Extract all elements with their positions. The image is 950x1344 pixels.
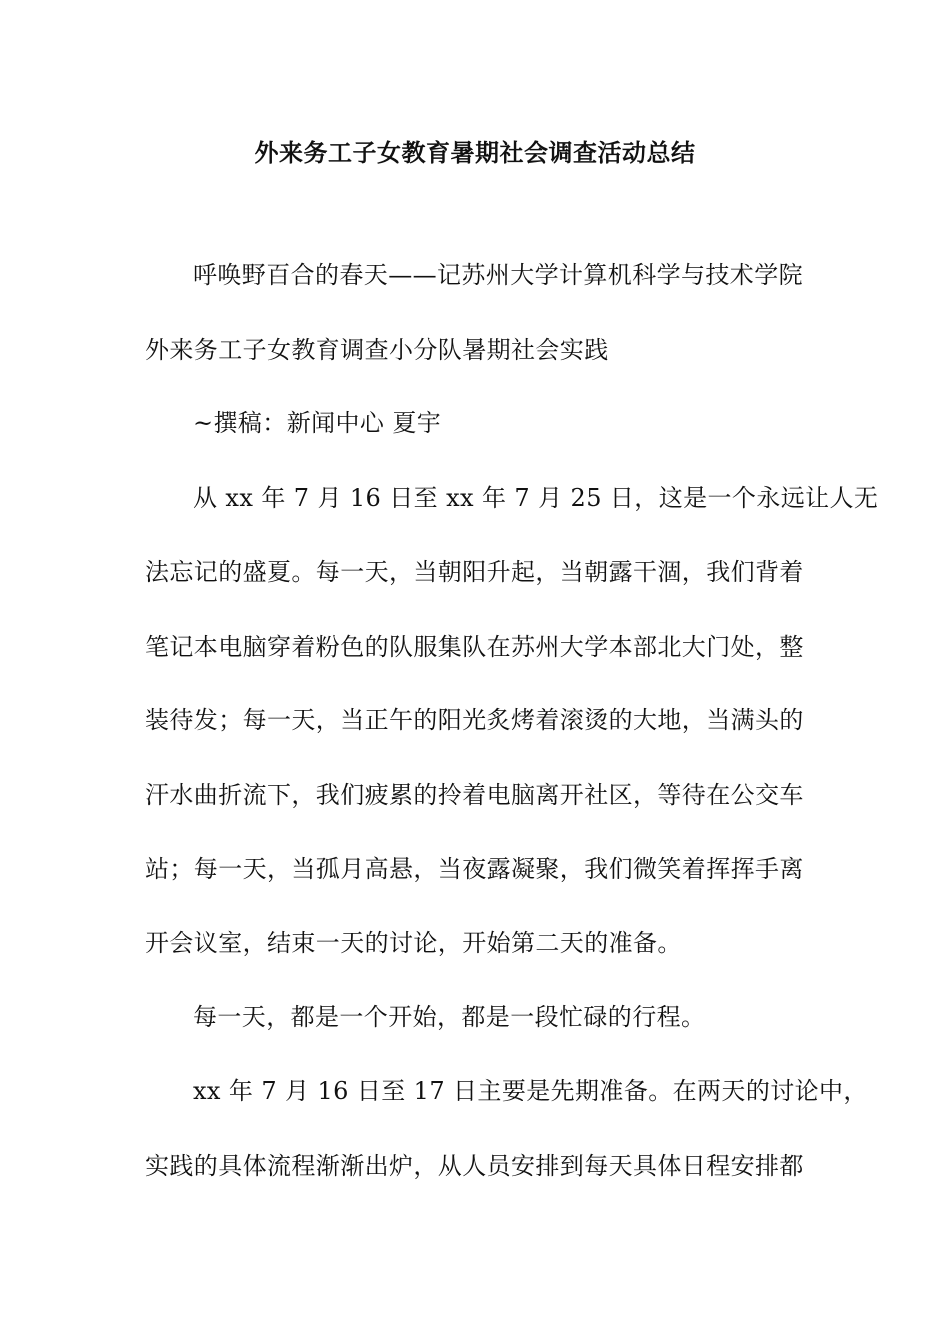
paragraph-3-line-1: xx 年 7 月 16 日至 17 日主要是先期准备。在两天的讨论中， xyxy=(193,1077,868,1105)
paragraph-1-line-7: 开会议室，结束一天的讨论，开始第二天的准备。 xyxy=(145,929,682,957)
subtitle-line-2: 外来务工子女教育调查小分队暑期社会实践 xyxy=(145,336,609,364)
paragraph-2-line-1: 每一天，都是一个开始，都是一段忙碌的行程。 xyxy=(193,1003,706,1031)
paragraph-1-line-1: 从 xx 年 7 月 16 日至 xx 年 7 月 25 日，这是一个永远让人无 xyxy=(193,484,879,512)
paragraph-1-line-2: 法忘记的盛夏。每一天，当朝阳升起，当朝露干涸，我们背着 xyxy=(145,558,804,586)
document-title: 外来务工子女教育暑期社会调查活动总结 xyxy=(254,138,696,167)
paragraph-1-line-4: 装待发；每一天，当正午的阳光炙烤着滚烫的大地，当满头的 xyxy=(145,706,804,734)
paragraph-1-line-6: 站；每一天，当孤月高悬，当夜露凝聚，我们微笑着挥挥手离 xyxy=(145,855,804,883)
paragraph-1-line-5: 汗水曲折流下，我们疲累的拎着电脑离开社区，等待在公交车 xyxy=(145,781,804,809)
subtitle-line-1: 呼唤野百合的春天——记苏州大学计算机科学与技术学院 xyxy=(193,261,803,289)
author-line: ~撰稿：新闻中心 夏宇 xyxy=(193,409,442,437)
paragraph-1-line-3: 笔记本电脑穿着粉色的队服集队在苏州大学本部北大门处，整 xyxy=(145,633,804,661)
paragraph-3-line-2: 实践的具体流程渐渐出炉，从人员安排到每天具体日程安排都 xyxy=(145,1152,804,1180)
